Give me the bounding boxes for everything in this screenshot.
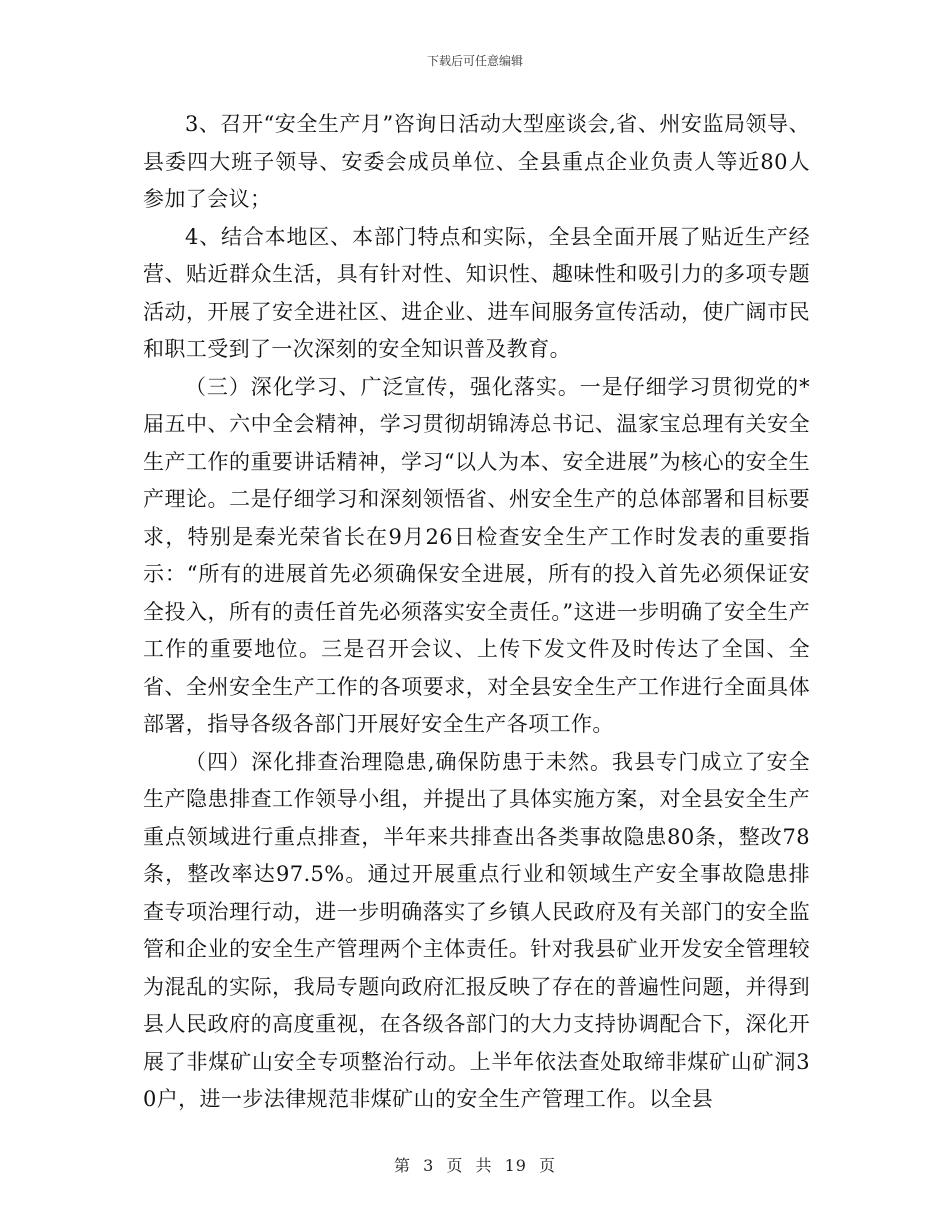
total-pages-number: 19 bbox=[504, 1156, 527, 1175]
paragraph-item-4: 4、结合本地区、本部门特点和实际，全县全面开展了贴近生产经营、贴近群众生活，具有针对性、知识性、趣味性和吸引力的多项专题活动，开展了安全进社区、进企业、进车间服务宣传活动，使广阔市民和职工受到了一次深刻的安全知识普及教育。 bbox=[143, 224, 810, 361]
page-label: 第 bbox=[393, 1156, 411, 1175]
page-unit-label: 页 bbox=[446, 1156, 464, 1175]
total-label: 共 bbox=[475, 1156, 493, 1175]
page-number-footer bbox=[0, 1153, 950, 1176]
page-unit-label-end: 页 bbox=[539, 1156, 557, 1175]
page-header: 下载后可任意编辑 bbox=[426, 54, 523, 68]
document-body bbox=[143, 106, 810, 1119]
paragraph-section-3: （三）深化学习、广泛宣传，强化落实。一是仔细学习贯彻党的*届五中、六中全会精神，学习贯彻胡锦涛总书记、温家宝总理有关安全生产工作的重要讲话精神，学习“以人为本、安全进展”为核心的安全生产理论。二是仔细学习和深刻领悟省、州安全生产的总体部署和目标要求，特别是秦光荣省长在9月26日检查安全生产工作时发表的重要指示：“所有的进展首先必须确保安全进展，所有的投入首先必须保证安全投入，所有的责任首先必须落实安全责任。”这进一步明确了安全生产工作的重要地位。三是召开会议、上传下发文件及时传达了全国、全省、全州安全生产工作的各项要求，对全县安全生产工作进行全面具体部署，指导各级各部门开展好安全生产各项工作。 bbox=[143, 374, 810, 736]
current-page-number: 3 bbox=[423, 1156, 435, 1175]
paragraph-section-4: （四）深化排查治理隐患,确保防患于未然。我县专门成立了安全生产隐患排查工作领导小组，并提出了具体实施方案，对全县安全生产重点领域进行重点排查，半年来共排查出各类事故隐患80条，整改78条，整改率达97.5%。通过开展重点行业和领域生产安全事故隐患排查专项治理行动，进一步明确落实了乡镇人民政府及有关部门的安全监管和企业的安全生产管理两个主体责任。针对我县矿业开发安全管理较为混乱的实际，我局专题向政府汇报反映了存在的普遍性问题，并得到县人民政府的高度重视，在各级各部门的大力支持协调配合下，深化开展了非煤矿山安全专项整治行动。上半年依法查处取缔非煤矿山矿洞30户，进一步法律规范非煤矿山的安全生产管理工作。以全县 bbox=[143, 749, 810, 1111]
paragraph-item-3: 3、召开“安全生产月”咨询日活动大型座谈会,省、州安监局领导、县委四大班子领导、安委会成员单位、全县重点企业负责人等近80人参加了会议； bbox=[143, 112, 810, 211]
